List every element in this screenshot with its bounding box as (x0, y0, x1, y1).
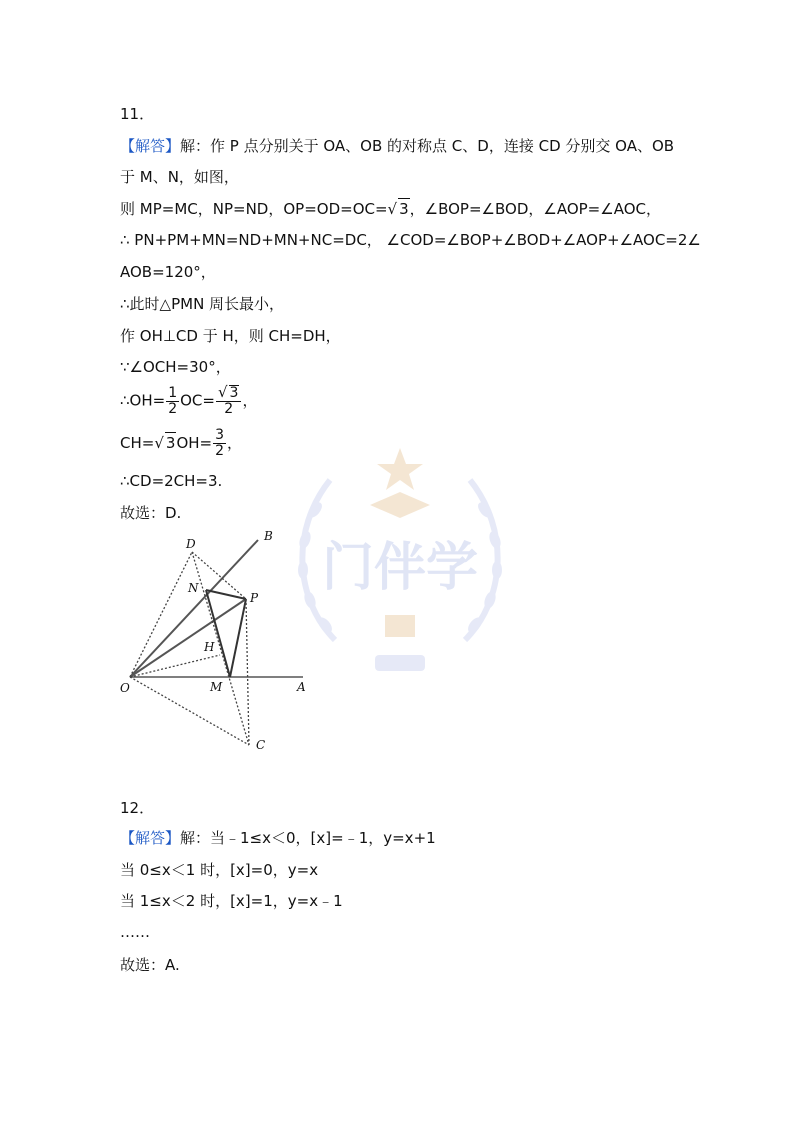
q12-line3: 当 1≤x＜2 时，[x]=1，y=x﹣1 (120, 892, 343, 910)
q11-line1 (120, 136, 674, 156)
q11-answer: 故选：D. (120, 504, 182, 522)
label-a: A (297, 680, 306, 694)
q12-answer: 故选：A. (120, 956, 180, 974)
label-b: B (264, 529, 273, 543)
label-m: M (210, 680, 223, 694)
watermark-text: 门伴学 (321, 538, 479, 598)
label-c: C (256, 738, 266, 752)
segment-op (130, 599, 246, 677)
segment-oc (130, 677, 249, 745)
q11-line9: ∴OH= $\frac{1}{2}$ OC= $\frac{√ 3}{2}$ ， (120, 383, 258, 417)
q11-line10: CH=√ 3OH= $\frac{3}{2}$ ， (120, 427, 243, 459)
segment-od (130, 552, 192, 677)
q12-number: 12． (120, 799, 155, 817)
label-o: O (120, 681, 130, 695)
segment-pc (246, 599, 249, 745)
q12-solution-tag: 【解答】 (120, 829, 181, 847)
fraction: $\frac{√ 3}{2}$ (216, 385, 241, 417)
geometry-figure (118, 520, 338, 760)
label-p: P (250, 591, 259, 605)
label-h: H (204, 640, 215, 654)
q11-line11: ∴CD=2CH=3. (120, 472, 223, 490)
q12-line1 (120, 828, 436, 848)
fraction: $\frac{3}{2}$ (215, 427, 225, 459)
q11-line2: 于 M、N，如图， (120, 168, 239, 186)
q11-solution-tag: 【解答】 (120, 137, 181, 155)
label-n: N (188, 581, 199, 595)
q11-line6: ∴此时△PMN 周长最小， (120, 295, 285, 313)
fraction: $\frac{1}{2}$ (168, 384, 178, 417)
q12-line4: …… (120, 923, 150, 941)
q11-line4: ∴ PN+PM+MN=ND+MN+NC=DC， ∠COD=∠BOP+∠BOD+∠AOP+∠AOC=2∠ (120, 231, 701, 249)
q11-number: 11． (120, 105, 155, 123)
q11-line1-text: 解：作 P 点分别关于 OA、OB 的对称点 C、D，连接 CD 分别交 OA、OB (180, 137, 675, 155)
segment-nm (206, 590, 230, 677)
q11-line5: AOB=120°， (120, 263, 216, 281)
q12-line1-text: 解：当﹣1≤x＜0，[x]=﹣1，y=x+1 (180, 829, 436, 847)
label-d: D (186, 537, 196, 551)
segment-oh (130, 655, 220, 677)
q11-line3: 则 MP=MC，NP=ND，OP=OD=OC=√ 3，∠BOP=∠BOD，∠AOP=∠AOC， (120, 200, 661, 218)
segment-pm (230, 599, 246, 677)
q11-line8: ∵∠OCH=30°， (120, 358, 231, 376)
q11-line7: 作 OH⊥CD 于 H，则 CH=DH， (120, 327, 341, 345)
q12-line2: 当 0≤x＜1 时，[x]=0，y=x (120, 861, 319, 879)
